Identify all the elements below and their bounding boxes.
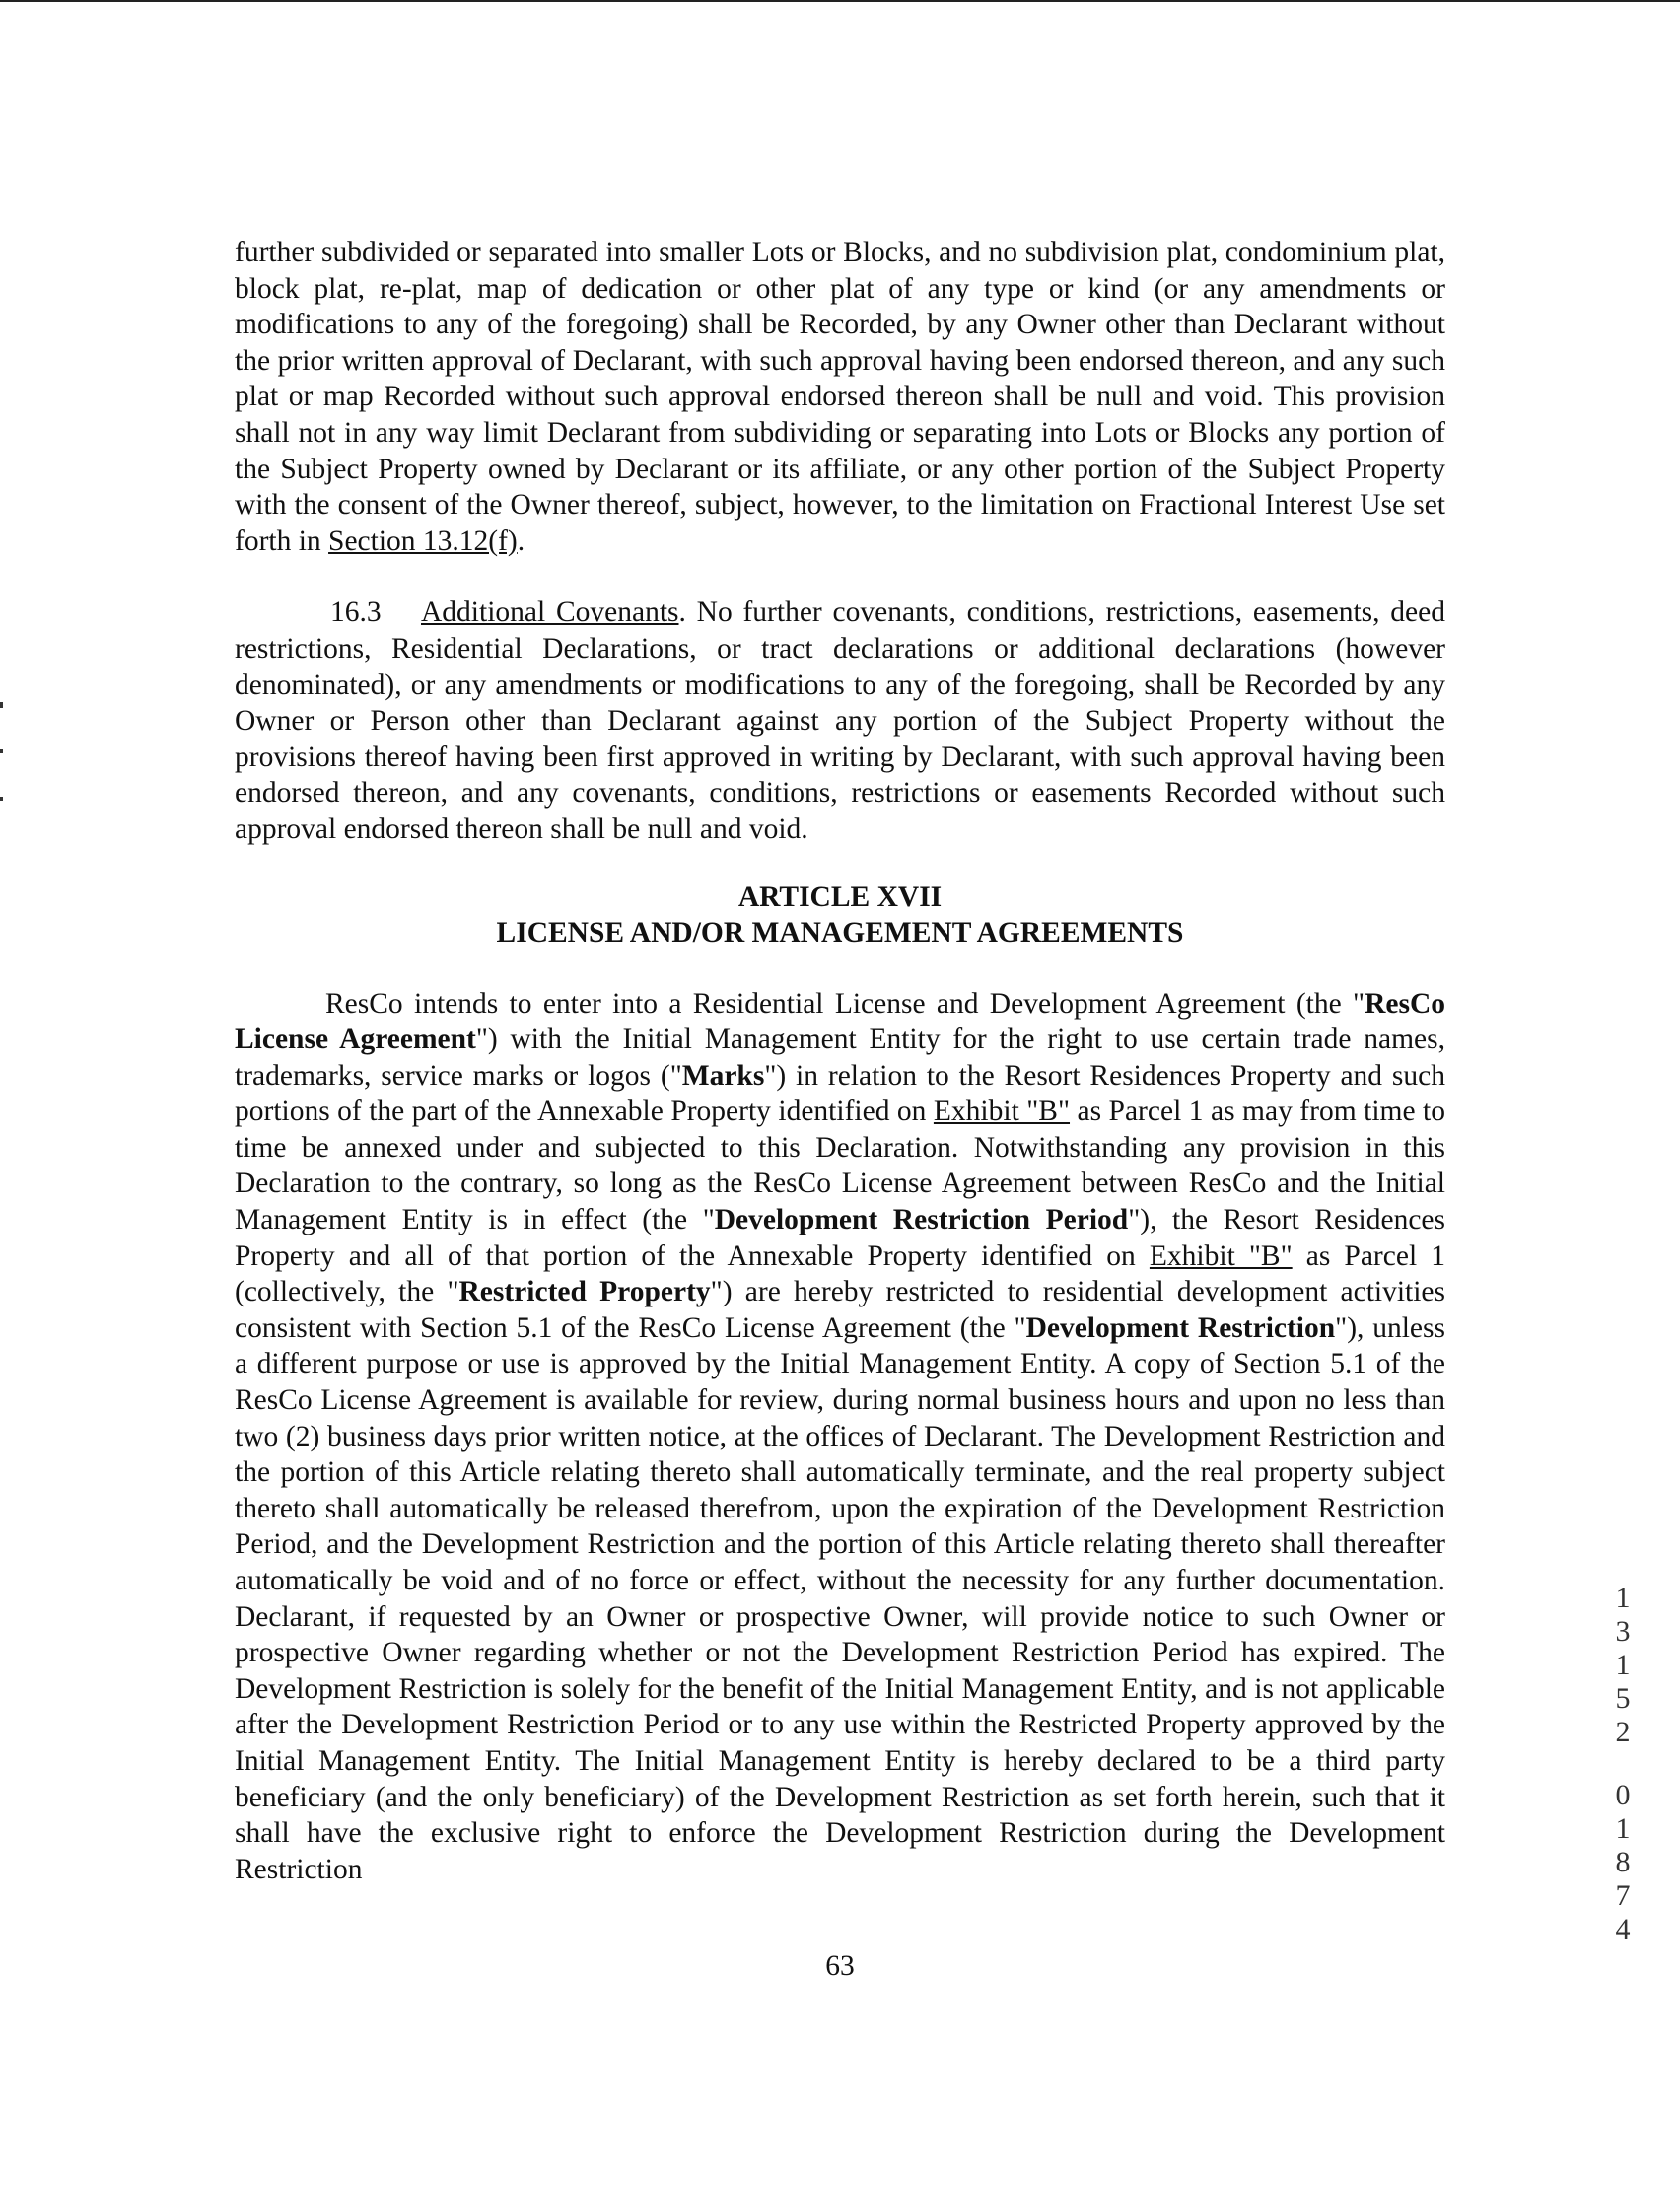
- stamp-digit: 4: [1615, 1913, 1631, 1945]
- defined-term: Restricted Property: [458, 1276, 711, 1308]
- scan-left-mark: [0, 702, 3, 708]
- article-paragraph: [235, 986, 1445, 1888]
- stamp-digit: 1: [1615, 1649, 1631, 1681]
- scan-left-mark: [0, 797, 3, 801]
- exhibit-reference: Exhibit "B": [1149, 1239, 1293, 1272]
- stamp-digit: 5: [1615, 1682, 1631, 1715]
- stamp-digit: 0: [1615, 1779, 1631, 1811]
- stamp-digit: 7: [1615, 1879, 1631, 1912]
- stamp-digit: 3: [1615, 1615, 1631, 1648]
- defined-term: ResCo License Agreement: [235, 987, 1445, 1056]
- document-page: [235, 235, 1445, 1887]
- page-number: 63: [825, 1950, 855, 1982]
- article-title: LICENSE AND/OR MANAGEMENT AGREEMENTS: [496, 916, 1184, 949]
- text-run: as Parcel 1 as may from time to time be annexed under and subjected to this Declaration. Notwithstanding any provision in this Declaration to the contrary, so long as the ResCo License Agreement between ResCo and the Initial Management Entity is in effect (the ": [235, 1095, 1445, 1236]
- recording-stamp: [1603, 1582, 1643, 1946]
- text-run: as Parcel 1 (collectively, the ": [235, 1239, 1445, 1308]
- article-number: ARTICLE XVII: [737, 881, 943, 913]
- text-run: ") in relation to the Resort Residences Property and such portions of the part of the Annexable Property identified on: [235, 1059, 1445, 1128]
- exhibit-reference: Exhibit "B": [933, 1095, 1071, 1128]
- paragraph-end: .: [517, 525, 525, 557]
- defined-term: Development Restriction Period: [714, 1204, 1129, 1236]
- section-body: No further covenants, conditions, restrictions, easements, deed restrictions, Residential Declarations, or tract declarations or additional declarations (however denominated), or any amendments or modifications to any of the foregoing, shall be Recorded by any Owner or Person other than Declarant against any portion of the Subject Property without the provisions thereof having been first approved in writing by Declarant, with such approval having been endorsed thereon, and any covenants, conditions, restrictions or easements Recorded without such approval endorsed thereon shall be null and void.: [235, 597, 1445, 845]
- stamp-digit: 2: [1615, 1716, 1631, 1748]
- stamp-gap: [1603, 1749, 1643, 1779]
- text-run: ResCo intends to enter into a Residential License and Development Agreement (the ": [325, 987, 1365, 1020]
- section-reference: Section 13.12(f): [328, 525, 518, 557]
- stamp-digit: 8: [1615, 1846, 1631, 1878]
- section-16-3: [235, 595, 1445, 847]
- defined-term: Marks: [681, 1059, 765, 1092]
- text-run: ") are hereby restricted to residential development activities consistent with Section 5.1 of the ResCo License Agreement (the ": [235, 1276, 1446, 1344]
- article-heading: [235, 880, 1445, 951]
- stamp-digit: 1: [1615, 1812, 1631, 1845]
- scan-left-mark: [0, 749, 3, 753]
- paragraph-text: further subdivided or separated into smaller Lots or Blocks, and no subdivision plat, condominium plat, block plat, re-plat, map of dedication or other plat of any type or kind (or any amendments or modifications to any of the foregoing) shall be Recorded, by any Owner other than Declarant without the prior written approval of Declarant, with such approval having been endorsed thereon, and any such plat or map Recorded without such approval endorsed thereon shall be null and void. This provision shall not in any way limit Declarant from subdividing or separating into Lots or Blocks any portion of the Subject Property owned by Declarant or its affiliate, or any other portion of the Subject Property with the consent of the Owner thereof, subject, however, to the limitation on Fractional Interest Use set forth in: [235, 237, 1445, 557]
- section-number: 16.3: [330, 597, 382, 629]
- section-title-end: .: [678, 597, 686, 629]
- text-run: "), unless a different purpose or use is approved by the Initial Management Entity. A copy of Section 5.1 of the ResCo License Agreement is available for review, during normal business hours and upon no less than two (2) business days prior written notice, at the offices of Declarant. The Development Restriction and the portion of this Article relating thereto shall automatically terminate, and the real property subject thereto shall automatically be released therefrom, upon the expiration of the Development Restriction Period, and the Development Restriction and the portion of this Article relating thereto shall thereafter automatically be void and of no force or effect, without the necessity for any further documentation. Declarant, if requested by an Owner or prospective Owner, will provide notice to such Owner or prospective Owner regarding whether or not the Development Restriction Period has expired. The Development Restriction is solely for the benefit of the Initial Management Entity, and is not applicable after the Development Restriction Period or to any use within the Restricted Property approved by the Initial Management Entity. The Initial Management Entity is hereby declared to be a third party beneficiary (and the only beneficiary) of the Development Restriction as set forth herein, such that it shall have the exclusive right to enforce the Development Restriction during the Development Restriction: [235, 1311, 1445, 1885]
- text-run: "), the Resort Residences Property and all of that portion of the Annexable Property identified on: [235, 1204, 1445, 1272]
- paragraph-continuation: [235, 235, 1445, 559]
- section-title: Additional Covenants: [421, 597, 679, 629]
- defined-term: Development Restriction: [1025, 1311, 1336, 1344]
- text-run: ") with the Initial Management Entity for the right to use certain trade names, trademarks, service marks or logos (": [235, 1023, 1445, 1092]
- stamp-digit: 1: [1615, 1582, 1631, 1614]
- scan-top-edge: [0, 0, 1680, 2]
